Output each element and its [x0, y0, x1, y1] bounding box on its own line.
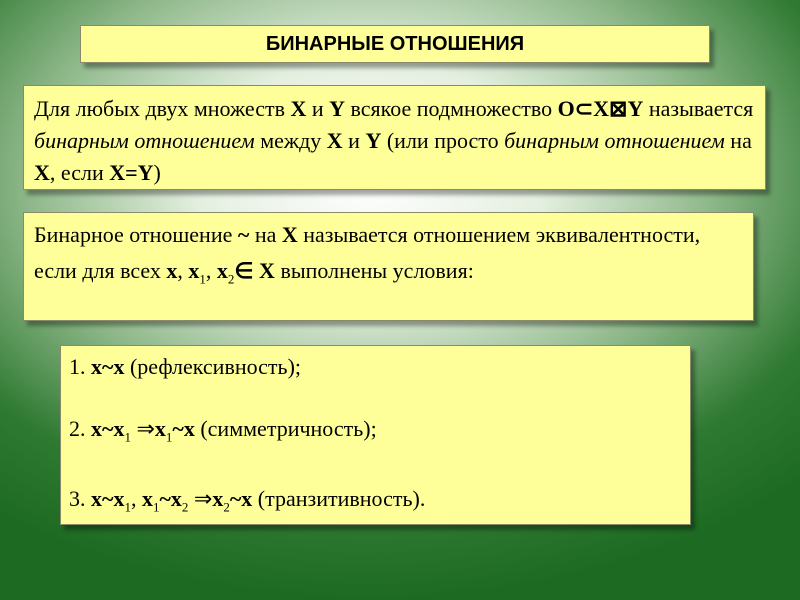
definition-binary-relation-text: Для любых двух множеств X и Y всякое подмножество O⊂X⊠Y называется бинарным отношением между X и Y (или просто бинарным отношением на X, если X=Y) [34, 96, 754, 185]
term-binary-relation: бинарным отношением [34, 128, 255, 153]
condition-symmetry: 2. $x\sim x_1$ $\Rightarrow x_1\sim x$ (симметричность); [69, 416, 377, 445]
condition-transitivity: 3. $x\sim x_1$, $x_1\sim x_2$ $\Rightarrow x_2\sim x$ (транзитивность). [69, 486, 426, 515]
definition-binary-relation [23, 85, 766, 190]
implies-icon: ⇒ [188, 486, 213, 511]
definition-equivalence-text: Бинарное отношение ~ на X называется отношением эквивалентности, если для всех x, $x_1$, $x_2\in$ X выполнены условия: [34, 222, 701, 287]
conditions-box [60, 345, 691, 525]
title-box [80, 25, 710, 63]
product-expression: O⊂X⊠Y [557, 96, 644, 121]
definition-equivalence-relation [23, 212, 754, 321]
condition-reflexivity: 1. x~x (рефлексивность); [69, 354, 302, 379]
slide-title: БИНАРНЫЕ ОТНОШЕНИЯ [265, 33, 525, 55]
implies-icon: ⇒ [130, 416, 155, 441]
